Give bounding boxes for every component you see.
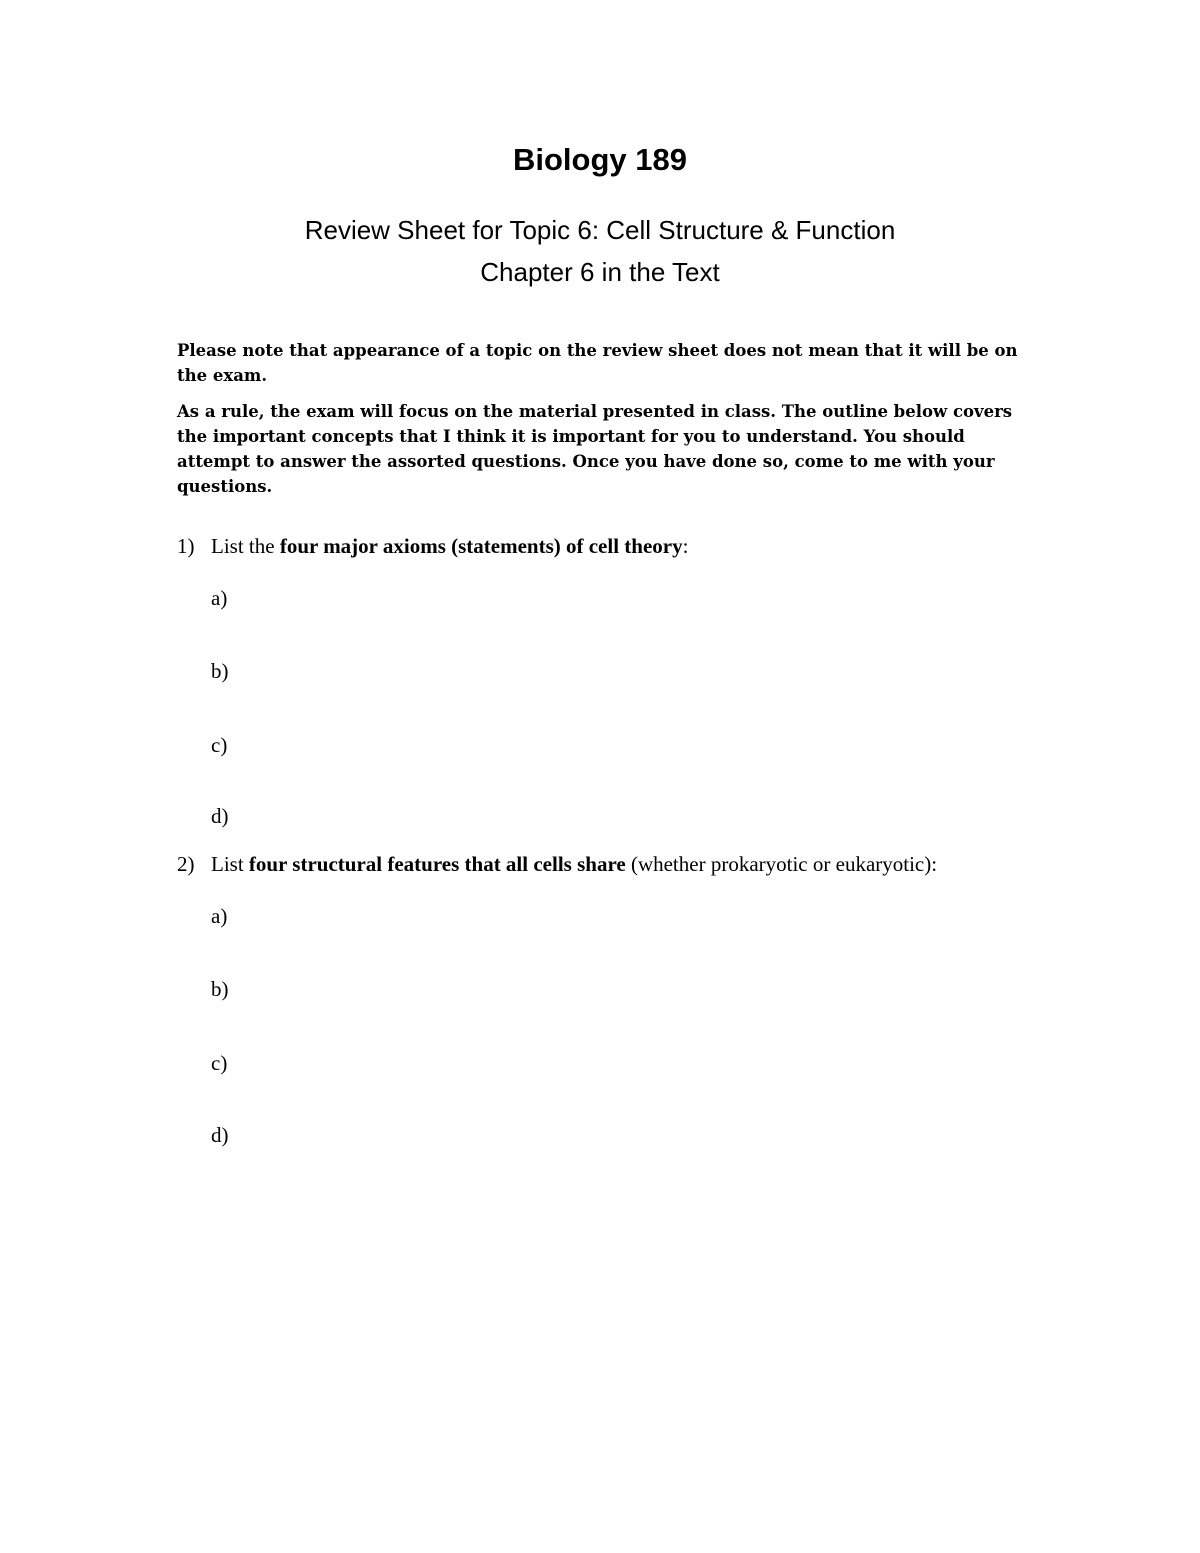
question-2 [177, 850, 1057, 878]
disclaimer-note: Please note that appearance of a topic on the review sheet does not mean that it will be on the exam. [177, 341, 1018, 385]
answer-blank-label: a) [211, 586, 228, 610]
question-text-pre: List the [211, 534, 280, 558]
question-text-post: : [682, 534, 689, 558]
question-text-bold: four major axioms (statements) of cell theory [279, 534, 683, 558]
question-text-post: (whether prokaryotic or eukaryotic): [625, 852, 938, 876]
page-title: Biology 189 [513, 142, 687, 177]
answer-blank-label: c) [211, 1051, 228, 1075]
question-number: 2) [177, 852, 195, 876]
question-number: 1) [177, 534, 195, 558]
answer-blank-label: a) [211, 904, 228, 928]
question-text-pre: List [211, 852, 249, 876]
answer-blank-label: d) [211, 804, 229, 828]
instructions-note: As a rule, the exam will focus on the material presented in class. The outline below covers the important concepts that I think it is important for you to understand. You should attempt to answer the assorted questions. Once you have done so, come to me with your questions. [177, 402, 1013, 496]
question-1 [177, 532, 1057, 560]
subtitle-topic: Review Sheet for Topic 6: Cell Structure & Function [304, 215, 896, 245]
answer-blank-label: c) [211, 733, 228, 757]
answer-blank-label: b) [211, 977, 229, 1001]
question-text-bold: four structural features that all cells share [248, 852, 626, 876]
answer-blank-label: b) [211, 659, 229, 683]
answer-blank-label: d) [211, 1123, 229, 1147]
subtitle-chapter: Chapter 6 in the Text [480, 257, 720, 287]
